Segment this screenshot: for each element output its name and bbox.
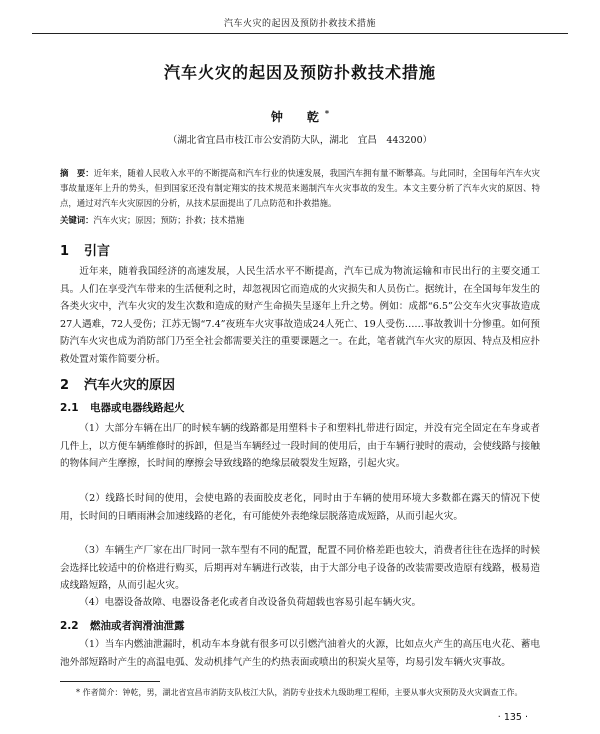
paragraph: （1）大部分车辆在出厂的时候车辆的线路都是用塑料卡子和塑料扎带进行固定，并没有完全固定在车身或者几件上，以方便车辆维修时的拆卸，但是当车辆经过一段时间的使用后，由于车辆行驶时的震动，会使线路与接触的物体间产生摩擦，长时间的摩擦会导致线路的绝缘层破裂发生短路，引起火灾。	[60, 423, 540, 469]
author-name: 钟 乾	[270, 110, 325, 124]
subsection-heading-2-1	[60, 400, 185, 415]
paper-title: 汽车火灾的起因及预防扑救技术措施	[163, 63, 436, 82]
section-number: 1	[60, 244, 70, 259]
author-footnote-mark: *	[324, 108, 330, 118]
paragraph: （2）线路长时间的使用，会使电路的表面胶皮老化，同时由于车辆的使用环境大多数都在露天的情况下使用，长时间的日晒雨淋会加速线路的老化，有可能使外表绝缘层脱落造成短路，从而引起火灾。	[60, 493, 540, 522]
section-title: 引言	[84, 244, 111, 259]
subsection-title: 电器或电器线路起火	[90, 402, 185, 414]
subsection-number: 2.1	[60, 402, 79, 414]
section-heading-2	[60, 374, 175, 393]
author-footnote: * 作者简介：钟乾，男，湖北省宜昌市消防支队枝江大队，消防专业技术九级助理工程师，主要从事火灾预防及火灾调查工作。	[76, 688, 523, 697]
subsection-number: 2.2	[60, 620, 79, 632]
abstract-label: 摘 要：	[60, 168, 94, 178]
abstract-text: 近年来，随着人民收入水平的不断提高和汽车行业的快速发展，我国汽车拥有量不断攀高。与此同时，全国每年汽车火灾事故量逐年上升的势头，但到国家还没有制定翔实的技术规范来遏制汽车火灾事故的发生。本文主要分析了汽车火灾的原因、特点，通过对汽车火灾原因的分析，从技术层面提出了几点防范和扑救措施。	[60, 168, 540, 208]
page-number: · 135 ·	[497, 712, 528, 723]
paragraph: （4）电器设备故障、电器设备老化或者自改设备负荷超载也容易引起车辆火灾。	[79, 597, 422, 608]
footnote-divider	[60, 681, 160, 682]
section-title: 汽车火灾的原因	[84, 378, 176, 393]
section-number: 2	[60, 378, 70, 393]
author	[0, 108, 600, 125]
section-heading-1	[60, 240, 110, 259]
paragraph: 近年来，随着我国经济的高速发展，人民生活水平不断提高，汽车已成为物流运输和市民出行的主要交通工具。人们在享受汽车带来的生活便利之时，却忽视因它而造成的火灾损失和人员伤亡。据统计，在全国每年发生的各类火灾中，汽车火灾的发生次数和造成的财产生命损失呈逐年上升之势。例如：成都“6.5”公交车火灾事故造成27人遇难，72人受伤；江苏无锡“7.4”夜班车火灾事故造成24人死亡、19人受伤……事故教训十分惨重。如何预防汽车火灾也成为消防部门乃至全社会都需要关注的重要课题之一。在此，笔者就汽车火灾的原因、特点及相应扑救处置对策作简要分析。	[60, 266, 540, 365]
subsection-heading-2-2	[60, 618, 185, 633]
keywords	[60, 213, 540, 228]
paragraph: （1）当车内燃油泄漏时，机动车本身就有很多可以引燃汽油着火的火源，比如点火产生的高压电火花、蓄电池外部短路时产生的高温电弧、发动机排气产生的灼热表面或喷出的积炭火星等，均易引发车辆火灾事故。	[60, 639, 540, 668]
keywords-text: 汽车火灾；原因；预防；扑救；技术措施	[93, 215, 245, 225]
paragraph: （3）车辆生产厂家在出厂时同一款车型有不同的配置，配置不同价格差距也较大，消费者往往在选择的时候会选择比较适中的价格进行购买，后期再对车辆进行改装，由于大部分电子设备的改装需要改造原有线路，极易造成线路短路，从而引起火灾。	[60, 545, 540, 591]
subsection-title: 燃油或者润滑油泄露	[90, 620, 185, 632]
affiliation: （湖北省宜昌市枝江市公安消防大队，湖北 宜昌 443200）	[167, 135, 433, 146]
keywords-label: 关键词：	[60, 215, 94, 225]
abstract	[60, 166, 540, 211]
running-head: 汽车火灾的起因及预防扑救技术措施	[32, 16, 568, 34]
